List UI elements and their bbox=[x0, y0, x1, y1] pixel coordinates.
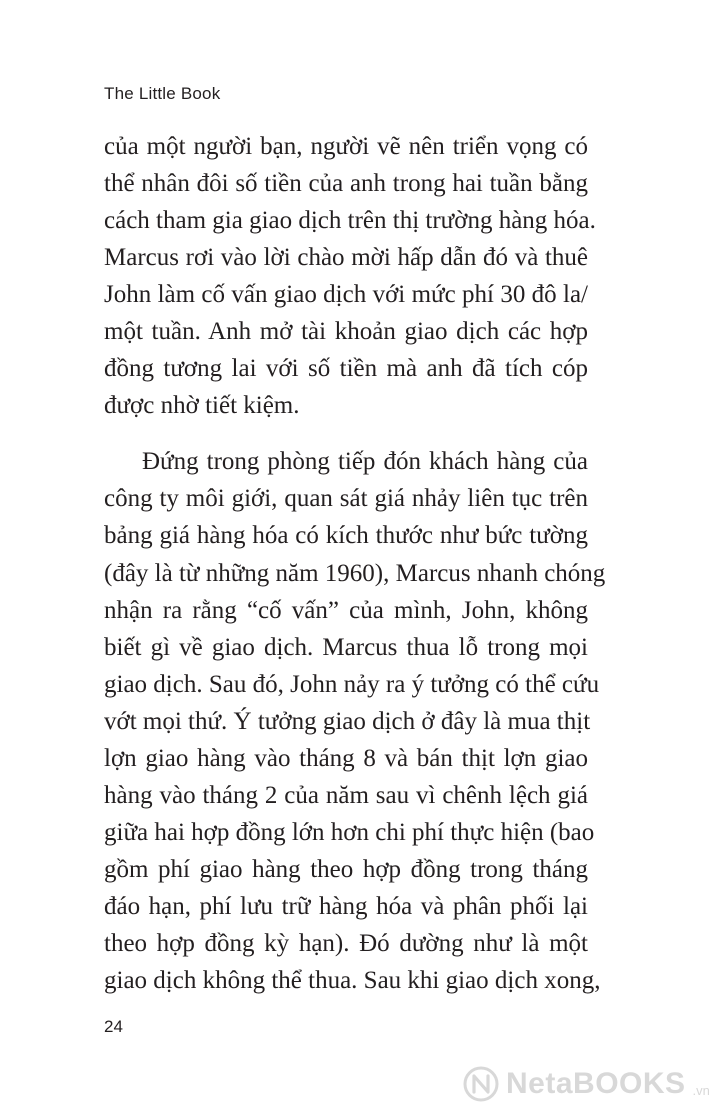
text-line: giao dịch không thể thua. Sau khi giao dịch xong, bbox=[104, 967, 601, 995]
text-line: công ty môi giới, quan sát giá nhảy liên tục trên bbox=[104, 485, 588, 513]
text-line: gồm phí giao hàng theo hợp đồng trong tháng bbox=[104, 855, 588, 883]
text-line: cách tham gia giao dịch trên thị trường hàng hóa. bbox=[104, 207, 596, 235]
text-line: theo hợp đồng kỳ hạn). Đó dường như là một bbox=[104, 929, 588, 957]
text-line: đồng tương lai với số tiền mà anh đã tích cóp bbox=[104, 355, 588, 383]
text-line: hàng vào tháng 2 của năm sau vì chênh lệch giá bbox=[104, 781, 588, 809]
text-line: nhận ra rằng “cố vấn” của mình, John, không bbox=[104, 596, 588, 624]
text-line: giao dịch. Sau đó, John nảy ra ý tưởng có thể cứu bbox=[104, 670, 600, 698]
running-header: The Little Book bbox=[104, 84, 221, 103]
text-line: bảng giá hàng hóa có kích thước như bức tường bbox=[104, 522, 588, 550]
paragraph bbox=[104, 128, 596, 424]
watermark bbox=[462, 1064, 710, 1104]
watermark-brand: NetaBOOKS bbox=[506, 1067, 686, 1100]
text-line: đáo hạn, phí lưu trữ hàng hóa và phân phối lại bbox=[104, 892, 588, 920]
text-line: John làm cố vấn giao dịch với mức phí 30 đô la/ bbox=[104, 281, 588, 309]
text-line: một tuần. Anh mở tài khoản giao dịch các hợp bbox=[104, 318, 588, 346]
watermark-suffix: .vn bbox=[692, 1082, 710, 1098]
text-line: (đây là từ những năm 1960), Marcus nhanh chóng bbox=[104, 559, 606, 587]
paragraph bbox=[104, 443, 606, 999]
text-line: thể nhân đôi số tiền của anh trong hai tuần bằng bbox=[104, 170, 588, 198]
text-line: được nhờ tiết kiệm. bbox=[104, 392, 300, 420]
text-line: Marcus rơi vào lời chào mời hấp dẫn đó và thuê bbox=[104, 244, 588, 272]
page-number: 24 bbox=[104, 1017, 123, 1036]
text-line: giữa hai hợp đồng lớn hơn chi phí thực hiện (bao bbox=[104, 818, 595, 846]
text-line: lợn giao hàng vào tháng 8 và bán thịt lợn giao bbox=[104, 744, 588, 772]
netabooks-logo-icon bbox=[462, 1065, 500, 1103]
text-line: của một người bạn, người vẽ nên triển vọng có bbox=[104, 133, 588, 160]
body-text bbox=[104, 128, 606, 999]
text-line: Đứng trong phòng tiếp đón khách hàng của bbox=[142, 448, 588, 476]
text-line: vớt mọi thứ. Ý tưởng giao dịch ở đây là mua thịt bbox=[104, 707, 591, 735]
text-line: biết gì về giao dịch. Marcus thua lỗ trong mọi bbox=[104, 633, 588, 661]
